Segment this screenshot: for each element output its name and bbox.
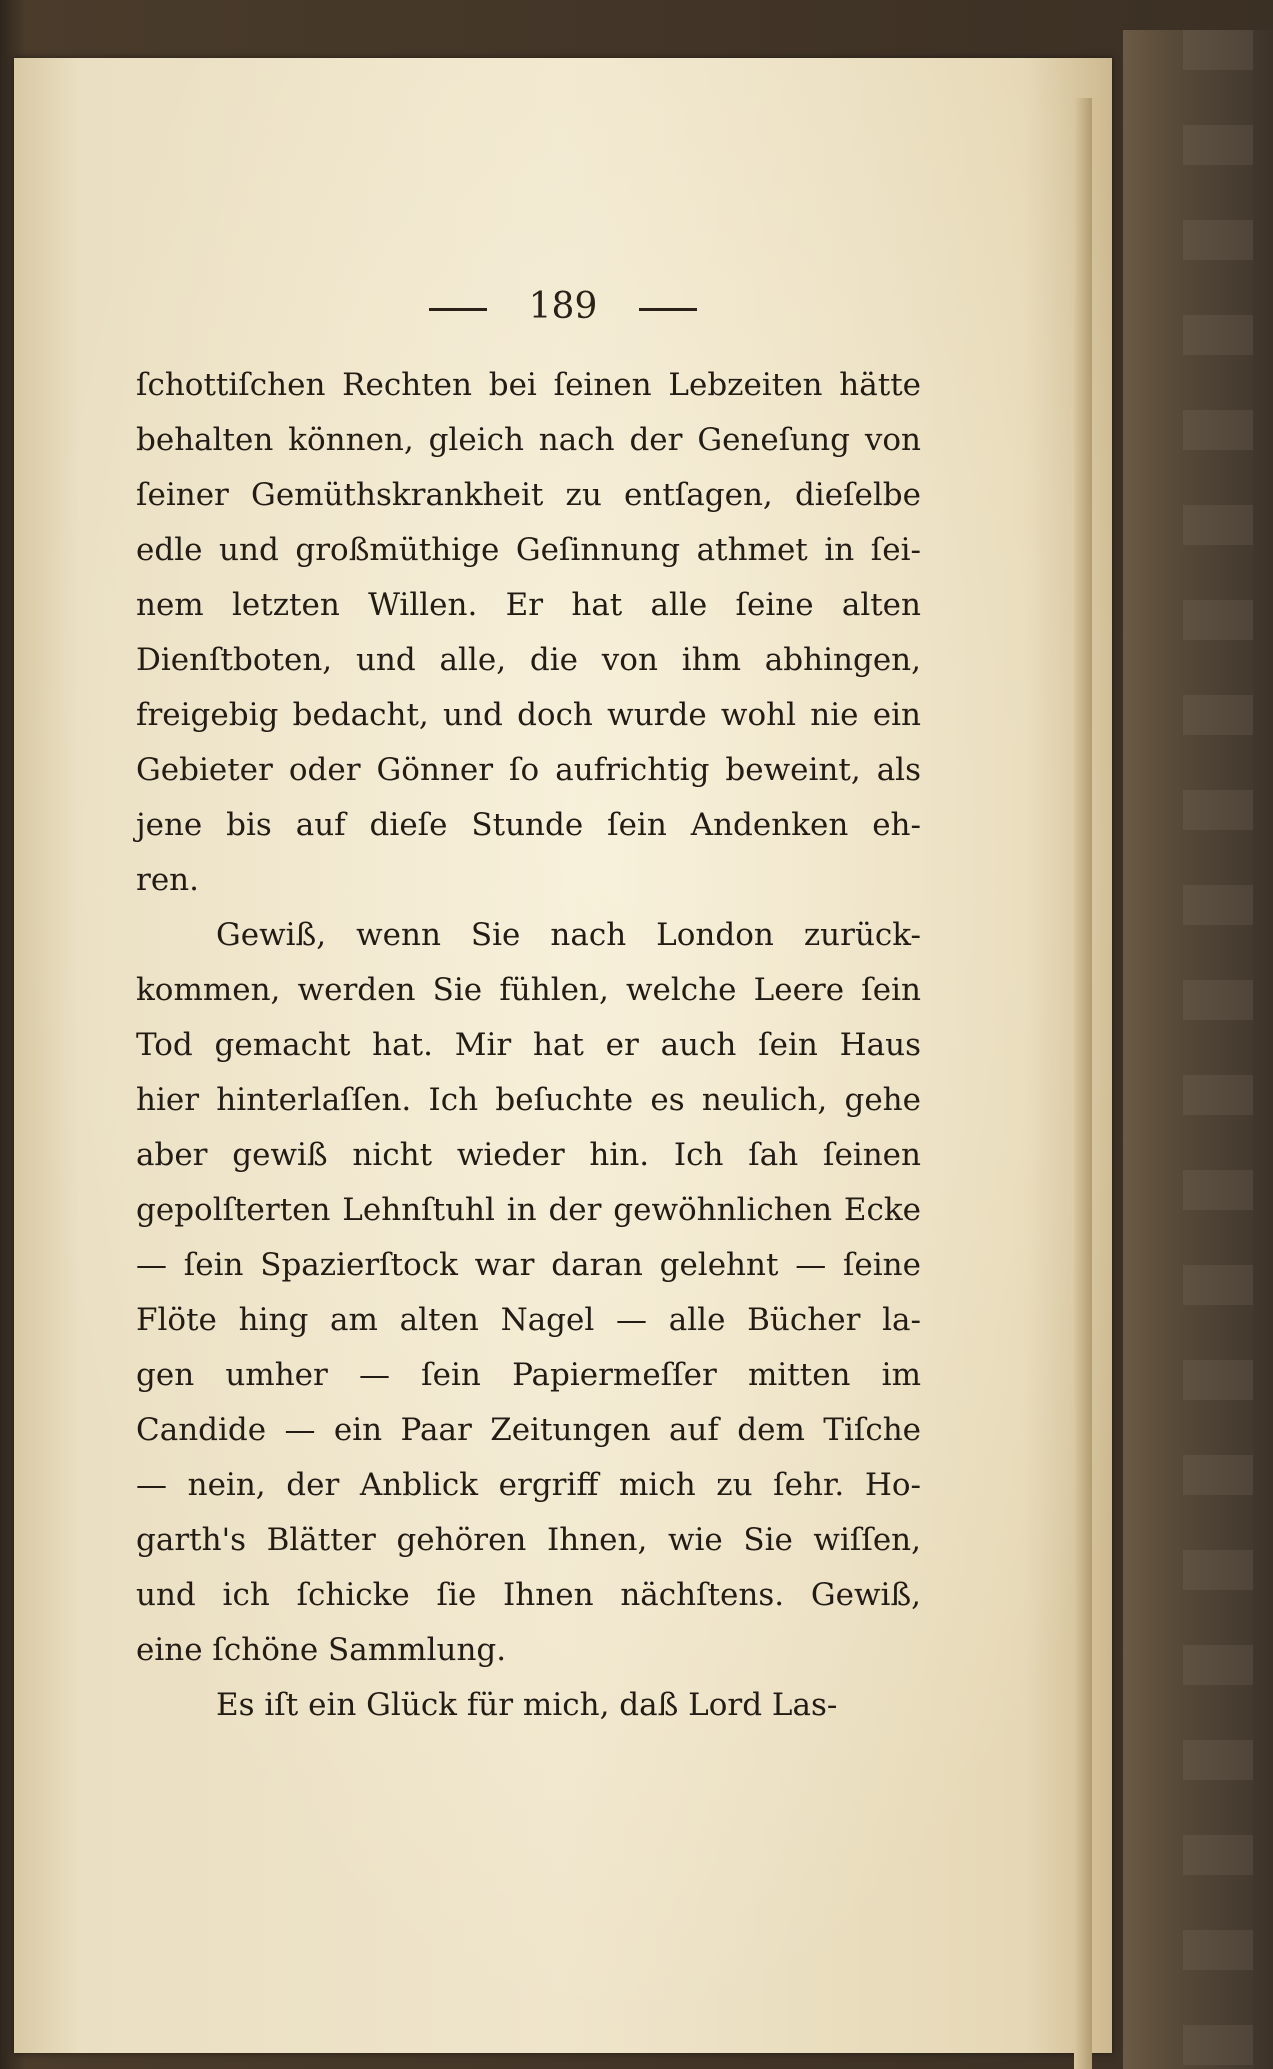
header-dash-left — [429, 308, 487, 311]
body-text — [136, 358, 921, 1733]
text-line: gepolſterten Lehnſtuhl in der gewöhnlichen Ecke — [136, 1192, 921, 1228]
book-cover-edge — [1123, 30, 1273, 2069]
text-line: — nein, der Anblick ergriff mich zu ſehr. Ho- — [136, 1467, 921, 1503]
text-line: eine ſchöne Sammlung. — [136, 1632, 507, 1668]
text-line: Candide — ein Paar Zeitungen auf dem Tiſche — [136, 1412, 921, 1448]
text-line: jene bis auf dieſe Stunde ſein Andenken eh- — [136, 807, 921, 843]
book-page — [14, 58, 1112, 2053]
page-header — [14, 286, 1112, 327]
text-line: behalten können, gleich nach der Geneſung von — [136, 422, 921, 458]
text-line: edle und großmüthige Geſinnung athmet in ſei- — [136, 532, 921, 568]
text-line: ſeiner Gemüthskrankheit zu entſagen, dieſelbe — [136, 477, 921, 513]
header-dash-right — [639, 308, 697, 311]
text-line: Dienſtboten, und alle, die von ihm abhingen, — [136, 642, 921, 678]
text-line: Tod gemacht hat. Mir hat er auch ſein Haus — [136, 1027, 921, 1063]
text-line: nem letzten Willen. Er hat alle ſeine alten — [136, 587, 921, 623]
text-line: hier hinterlaſſen. Ich beſuchte es neulich, gehe — [136, 1082, 921, 1118]
page-edge — [1074, 98, 1092, 2069]
text-line: Gewiß, wenn Sie nach London zurück- — [216, 917, 921, 953]
text-line: Flöte hing am alten Nagel — alle Bücher la- — [136, 1302, 921, 1338]
text-line: aber gewiß nicht wieder hin. Ich ſah ſeinen — [136, 1137, 921, 1173]
text-line: freigebig bedacht, und doch wurde wohl nie ein — [136, 697, 921, 733]
text-line: kommen, werden Sie fühlen, welche Leere ſein — [136, 972, 921, 1008]
text-line: garth's Blätter gehören Ihnen, wie Sie wiſſen, — [136, 1522, 921, 1558]
text-line: — ſein Spazierſtock war daran gelehnt — ſeine — [136, 1247, 921, 1283]
text-line: Es iſt ein Glück für mich, daß Lord Las- — [216, 1687, 838, 1723]
text-line: ſchottiſchen Rechten bei ſeinen Lebzeiten hätte — [136, 367, 921, 403]
text-line: ren. — [136, 862, 199, 898]
text-line: gen umher — ſein Papiermeſſer mitten im — [136, 1357, 921, 1393]
text-line: und ich ſchicke ſie Ihnen nächſtens. Gewiß, — [136, 1577, 921, 1613]
page-number: 189 — [528, 286, 598, 327]
text-line: Gebieter oder Gönner ſo aufrichtig beweint, als — [136, 752, 921, 788]
